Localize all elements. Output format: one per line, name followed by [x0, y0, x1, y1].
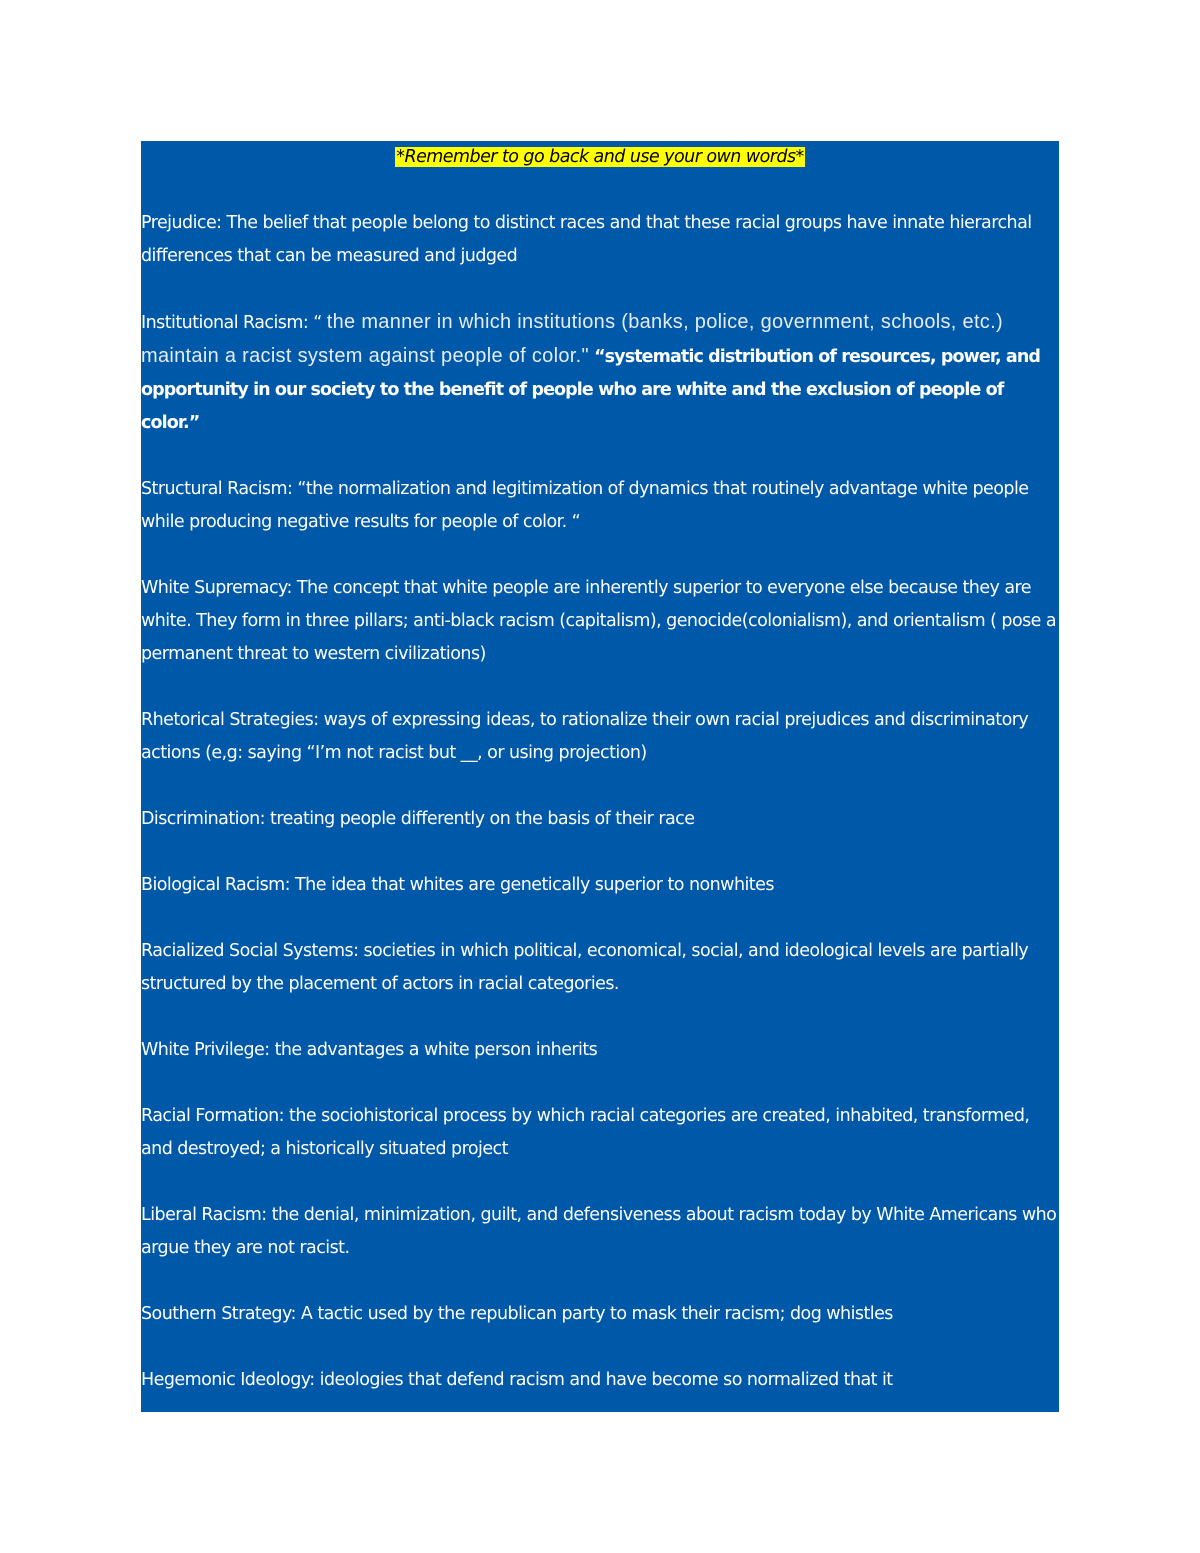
definition-racial-formation: Racial Formation: the sociohistorical process by which racial categories are created, inhabited, transformed, and destroyed; a historically situated project	[141, 1106, 1030, 1159]
definition-biological-racism: Biological Racism: The idea that whites are genetically superior to nonwhites	[141, 875, 774, 895]
institutional-racism-systematic: “systematic distribution of resources, power, and opportunity in our society to the benefit of people who are white and the exclusion of people of color.”	[141, 347, 1041, 433]
definitions-content	[141, 141, 1059, 1397]
definition-prejudice: Prejudice: The belief that people belong to distinct races and that these racial groups have innate hierarchal differences that can be measured and judged	[141, 213, 1032, 266]
definition-discrimination: Discrimination: treating people differently on the basis of their race	[141, 809, 695, 829]
definition-hegemonic-ideology: Hegemonic Ideology: ideologies that defend racism and have become so normalized that it	[141, 1370, 893, 1390]
reminder-line	[141, 141, 1059, 174]
definition-institutional-racism	[141, 306, 1059, 440]
institutional-racism-quote: the manner in which institutions (banks, police, government, schools, etc.) maintain a racist system against people of color."	[141, 311, 1003, 367]
definition-white-privilege: White Privilege: the advantages a white person inherits	[141, 1040, 598, 1060]
definition-rhetorical-strategies: Rhetorical Strategies: ways of expressing ideas, to rationalize their own racial prejudices and discriminatory actions (e,g: saying “I’m not racist but __, or using projection)	[141, 710, 1029, 763]
definition-white-supremacy: White Supremacy: The concept that white people are inherently superior to everyone else because they are white. They form in three pillars; anti-black racism (capitalism), genocide(colonialism), and orientalism ( pose a permanent threat to western civilizations)	[141, 578, 1057, 664]
definition-liberal-racism: Liberal Racism: the denial, minimization, guilt, and defensiveness about racism today by White Americans who argue they are not racist.	[141, 1205, 1057, 1258]
definition-racialized-social-systems: Racialized Social Systems: societies in which political, economical, social, and ideological levels are partially structured by the placement of actors in racial categories.	[141, 941, 1029, 994]
reminder-highlight: *Remember to go back and use your own words*	[396, 147, 804, 167]
definitions-panel	[141, 141, 1059, 1412]
institutional-racism-term: Institutional Racism: “	[141, 313, 322, 333]
definition-southern-strategy: Southern Strategy: A tactic used by the republican party to mask their racism; dog whistles	[141, 1304, 893, 1324]
definition-structural-racism: Structural Racism: “the normalization and legitimization of dynamics that routinely advantage white people while producing negative results for people of color. “	[141, 479, 1029, 532]
